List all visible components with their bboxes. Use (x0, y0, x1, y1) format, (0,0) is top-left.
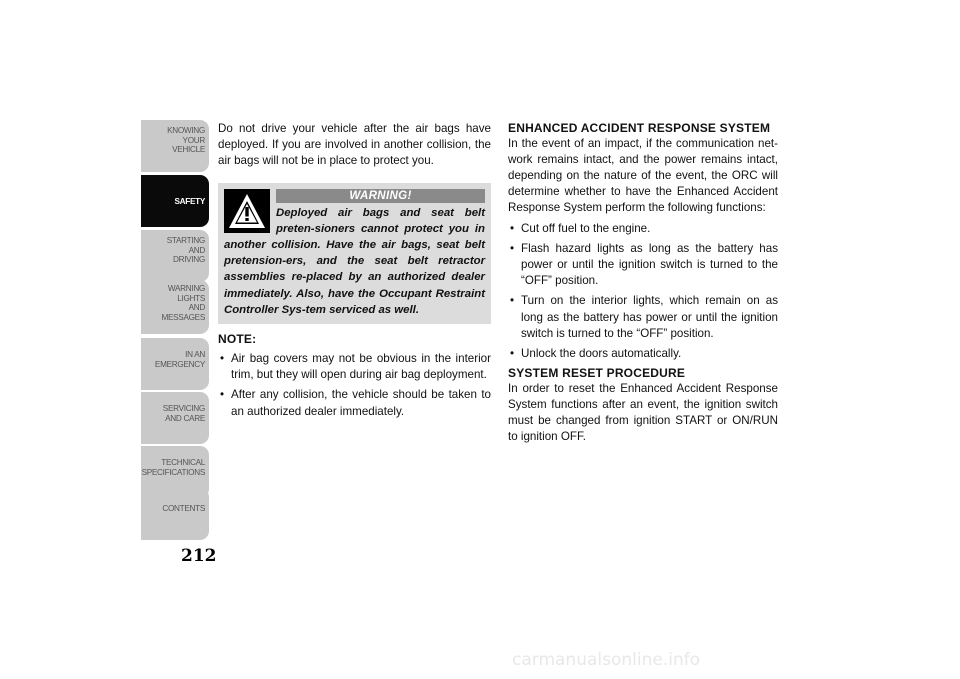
tab-contents[interactable] (141, 488, 209, 540)
list-item: • Air bag covers may not be obvious in the interior trim, but they will open during air bag deployment. (218, 351, 491, 383)
section-paragraph: In order to reset the Enhanced Accident Response System functions after an event, the ignition switch must be changed from ignition START or ON/RUN to ignition OFF. (508, 381, 778, 444)
tab-label: WARNING LIGHTS AND MESSAGES (161, 284, 205, 322)
warning-text: Deployed air bags and seat belt preten-sioners cannot protect you in another collision. Have the air bags, seat belt pretension-ers, and the seat belt retractor assemblies re-placed by an authorized dealer immediately. Also, have the Occupant Restraint Controller Sys-tem serviced as well. (224, 206, 485, 316)
tab-in-an-emergency[interactable] (141, 338, 209, 390)
tab-warning-lights-and-messages[interactable] (141, 280, 209, 334)
note-heading: NOTE: (218, 332, 257, 347)
list-item: • Unlock the doors automatically. (508, 346, 778, 362)
tab-label: IN AN EMERGENCY (154, 350, 205, 369)
tab-knowing-your-vehicle[interactable] (141, 120, 209, 172)
watermark: carmanualsonline.info (512, 650, 701, 670)
tab-starting-and-driving[interactable] (141, 230, 209, 282)
list-item: • Flash hazard lights as long as the battery has power or until the ignition switch is turned to the “OFF” position. (508, 241, 778, 290)
tab-servicing-and-care[interactable] (141, 392, 209, 444)
tab-label: CONTENTS (162, 504, 205, 513)
page-number: 212 (181, 546, 217, 566)
section-heading-system-reset: SYSTEM RESET PROCEDURE (508, 366, 686, 381)
right-column (508, 121, 778, 445)
note-list (218, 351, 491, 420)
left-column (218, 121, 491, 420)
section-paragraph: In the event of an impact, if the communication net-work remains intact, and the power remains intact, depending on the nature of the event, the ORC will determine whether to have the Enhanced Accident Response System perform the following functions: (508, 136, 778, 215)
tab-label: KNOWING YOUR VEHICLE (167, 126, 205, 155)
tab-label: SERVICING AND CARE (162, 404, 205, 423)
tab-label: SAFETY (174, 197, 205, 206)
section-heading-enhanced-accident-response: ENHANCED ACCIDENT RESPONSE SYSTEM (508, 121, 771, 135)
function-list (508, 221, 778, 363)
tab-label: STARTING AND DRIVING (166, 236, 205, 265)
list-item: • Cut off fuel to the engine. (508, 221, 778, 237)
tab-label: TECHNICAL SPECIFICATIONS (141, 458, 205, 477)
list-item: • After any collision, the vehicle should be taken to an authorized dealer immediately. (218, 387, 491, 419)
warning-box (218, 183, 491, 324)
warning-title: WARNING! (276, 189, 485, 203)
list-item: • Turn on the interior lights, which remain on as long as the battery has power or until the ignition switch is turned to the “OFF” position. (508, 293, 778, 342)
intro-paragraph: Do not drive your vehicle after the air bags have deployed. If you are involved in another collision, the air bags will not be in place to protect you. (218, 122, 491, 168)
tab-safety[interactable] (141, 175, 209, 227)
warning-triangle-icon (224, 189, 270, 233)
